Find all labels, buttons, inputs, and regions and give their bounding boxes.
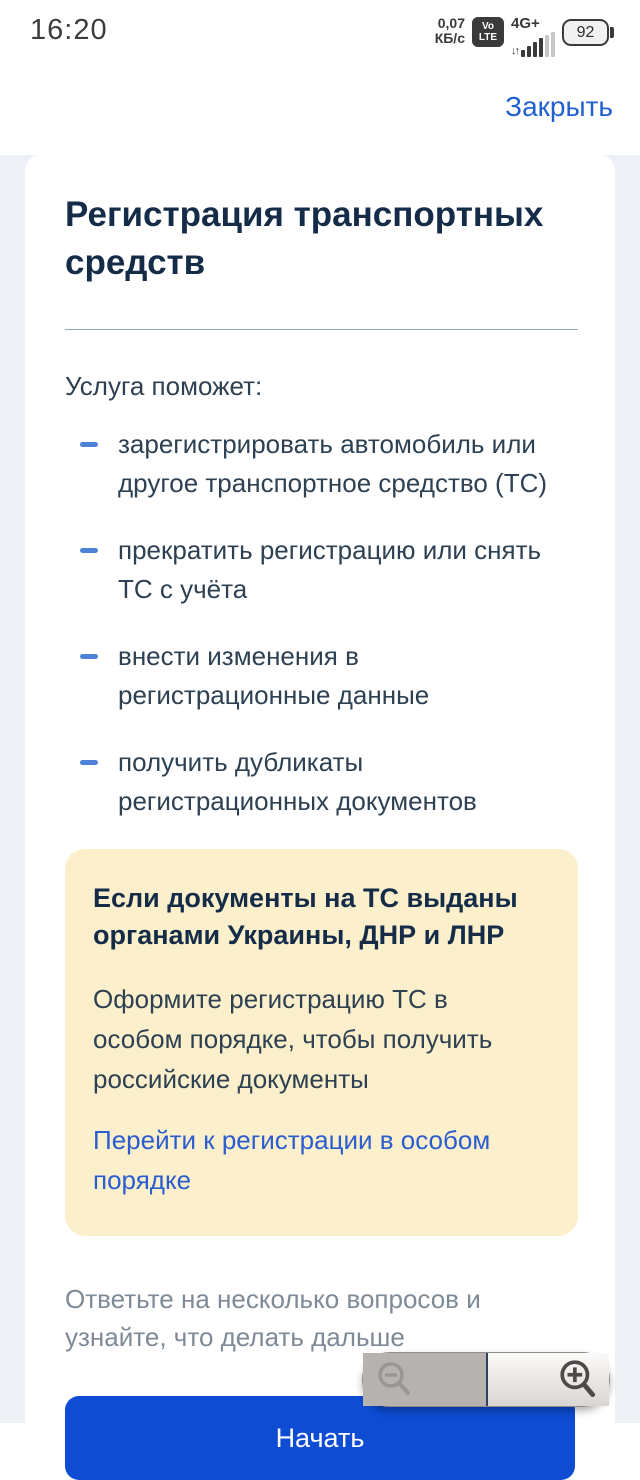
start-button[interactable]: Начать	[65, 1396, 575, 1480]
zoom-out-button[interactable]	[363, 1353, 488, 1406]
notice-title: Если документы на ТС выданы органами Украины, ДНР и ЛНР	[93, 883, 518, 950]
list-item: получить дубликаты регистрационных документов	[65, 743, 578, 821]
bullet-dash-icon	[80, 654, 98, 659]
list-item: зарегистрировать автомобиль или другое транспортное средство (ТС)	[65, 425, 578, 503]
volte-icon: Vo LTE	[472, 17, 504, 47]
network-speed	[435, 16, 465, 46]
zoom-control-widget[interactable]	[362, 1352, 610, 1407]
special-registration-link[interactable]: Перейти к регистрации в особом порядке	[93, 1125, 491, 1195]
page-title: Регистрация транспортных средств	[65, 195, 544, 282]
network-type-label: 4G+	[511, 15, 540, 32]
network-speed-value: 0,07	[437, 15, 465, 31]
signal-bars-icon	[511, 32, 555, 57]
divider	[65, 329, 578, 330]
zoom-in-button[interactable]	[488, 1353, 609, 1406]
status-bar	[0, 0, 640, 58]
page-background	[0, 155, 640, 1453]
data-activity-icon: ↓↑	[511, 45, 518, 57]
zoom-in-icon	[557, 1359, 599, 1401]
bullet-dash-icon	[80, 548, 98, 553]
zoom-out-icon	[375, 1360, 415, 1400]
bullet-dash-icon	[80, 442, 98, 447]
cellular-indicator	[511, 16, 555, 57]
service-card	[25, 155, 615, 1453]
clock: 16:20	[30, 14, 108, 46]
battery-percent: 92	[576, 23, 595, 41]
status-icons	[435, 14, 614, 57]
intro-text: Услуга поможет:	[65, 371, 263, 401]
close-button[interactable]: Закрыть	[505, 91, 613, 122]
notice-banner	[65, 849, 578, 1236]
list-item: внести изменения в регистрационные данные	[65, 637, 578, 715]
network-speed-unit: КБ/с	[434, 30, 465, 46]
battery-icon	[562, 19, 614, 46]
list-item: прекратить регистрацию или снять ТС с учёта	[65, 531, 578, 609]
questionnaire-hint: Ответьте на несколько вопросов и узнайте, что делать дальше	[65, 1284, 481, 1352]
notice-body: Оформите регистрацию ТС в особом порядке, чтобы получить российские документы	[93, 984, 493, 1094]
benefits-list	[65, 425, 578, 821]
bullet-dash-icon	[80, 760, 98, 765]
modal-header	[0, 58, 640, 155]
